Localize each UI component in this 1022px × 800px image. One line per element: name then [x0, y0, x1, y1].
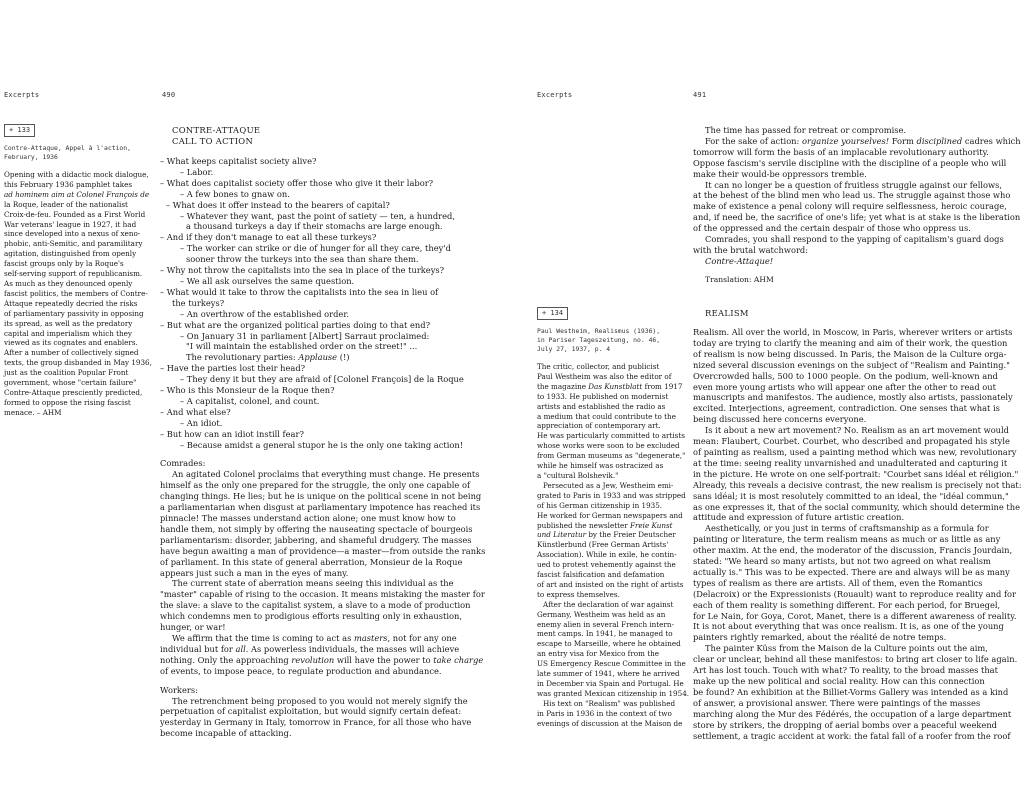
sidebar-line: enemy alien in several French intern-: [537, 619, 674, 629]
comrades-line: [160, 633, 485, 644]
sidebar-line: He was particularly committed to artists: [537, 431, 685, 441]
comrades-line: take charge: [433, 654, 484, 665]
running-head: Excerpts: [4, 91, 40, 99]
sidebar-line: in Paris in 1936 in the context of two: [537, 708, 672, 718]
body-line: painting or literature, the term realism means as much or as little as any: [693, 534, 1001, 545]
comrades-line: will have the power to: [334, 654, 434, 665]
comrades-line: appears just such a man in the eyes of many.: [160, 567, 349, 578]
body-line: marching along the Mur des Fédérés, the occupation of a large department: [693, 708, 1012, 719]
source-citation: [537, 327, 660, 354]
title-line: CALL TO ACTION: [172, 135, 254, 146]
dialogue-line: – A capitalist, colonel, and count.: [180, 395, 320, 406]
sidebar-line: menace. – AHM: [4, 407, 62, 417]
sidebar-line: His text on "Realism" was published: [543, 698, 676, 708]
source-line: July 27, 1937, p. 4: [537, 345, 611, 353]
sidebar-line: government, whose "certain failure": [4, 378, 137, 388]
running-head: Excerpts: [537, 91, 573, 99]
comrades-line: pinnacle! The masses understand action alone; one must know how to: [160, 513, 456, 523]
comrades-line: We affirm that the time is coming to act as: [172, 632, 354, 643]
comrades-line: the slave: a slave to the capitalist system, a slave to a mode of production: [160, 600, 471, 611]
sidebar-line: After the declaration of war against: [543, 599, 674, 609]
sidebar-commentary: [4, 170, 152, 418]
continuation-line: make of existence a penal colony will require selflessness, heroic courage,: [693, 201, 1007, 212]
document-title: REALISM: [705, 308, 749, 318]
dialogue-line: – They deny it but they are afraid of [Colonel François] de la Roque: [180, 374, 464, 385]
sidebar-line: As much as they denounced openly: [4, 278, 133, 288]
body-line: Overcrowded halls, 500 to 1000 people. On the podium, well-known and: [693, 370, 998, 381]
comrades-line: hunger, or war!: [160, 622, 226, 633]
body-line: attitude and expression of future artistic creation.: [693, 512, 905, 523]
sidebar-line: Das Kunstblatt: [588, 381, 643, 391]
body-line: be found? An exhibition at the Billiet-Vorms Gallery was intended as a kind: [693, 686, 1009, 697]
source-line: Contre-Attaque, Appel à l'action,: [4, 144, 131, 152]
sidebar-line: [537, 382, 689, 392]
body-line: in the picture. He wrote on one self-portrait: "Courbet sans idéal et réligion.": [693, 468, 1019, 479]
continuation-line: organize yourselves!: [801, 135, 890, 146]
dialogue-line: – We all ask ourselves the same question.: [180, 275, 355, 286]
sidebar-line: of parliamentary passivity in opposing: [4, 308, 144, 318]
dialogue-line: – Because amidst a general stupor he is the only one taking action!: [180, 439, 464, 450]
dialogue-line: [160, 352, 485, 363]
workers-line: The retrenchment being proposed to you would not merely signify the: [172, 695, 468, 706]
dialogue-line: – What would it take to throw the capitalists into the sea in lieu of: [160, 286, 439, 297]
comrades-line: The current state of aberration means seeing this individual as the: [172, 578, 454, 589]
continuation-line: Oppose fascism's servile discipline with the discipline of a people who will: [693, 157, 1007, 168]
sidebar-line: The critic, collector, and publicist: [537, 362, 660, 371]
dialogue-line: – What does capitalist society offer those who give it their labor?: [160, 177, 434, 188]
dialogue-line: Applause: [298, 352, 338, 363]
sidebar-line: texts, the group disbanded in May 1936,: [4, 358, 152, 368]
body-line: being discussed here concerns everyone.: [693, 414, 867, 425]
body-line: other maxim. At the end, the moderator of the discussion, Francis Jourdain,: [693, 545, 1013, 556]
sidebar-line: in December via Spain and Portugal. He: [537, 679, 684, 688]
sidebar-line: Association). While in exile, he contin-: [537, 550, 677, 560]
sidebar-line: US Emergency Rescue Committee in the: [537, 659, 686, 669]
dialogue-line: – Who is this Monsieur de la Roque then?: [160, 385, 335, 396]
dialogue-line: – Labor.: [180, 166, 214, 177]
continuation-block: [693, 125, 1021, 286]
dialogue-block: [160, 156, 485, 739]
sidebar-line: ad hominem aim at Colonel François de: [4, 189, 150, 199]
dialogue-line: – What does it offer instead to the bearers of capital?: [166, 199, 390, 210]
body-line: of realism is now being discussed. In Paris, the Maison de la Culture orga-: [693, 348, 1007, 359]
comrades-line: a parliamentarian when disgust at parliamentary impotence has reached its: [160, 502, 481, 513]
dialogue-line: "I will maintain the established order on the street!" ...: [186, 341, 418, 352]
section-heading: Comrades:: [160, 458, 206, 469]
body-line: store by strikers, the dropping of aerial bombs over a peaceful weekend: [693, 719, 997, 730]
dialogue-line: – A few bones to gnaw on.: [180, 188, 290, 199]
dialogue-line: – On January 31 in parliament [Albert] Sarraut proclaimed:: [180, 330, 430, 341]
comrades-line: parliamentarism: disorder, jabbering, and shameful drudgery. The masses: [160, 534, 472, 545]
body-line: excited. Interjections, agreement, contradiction. One senses that what is: [693, 403, 1000, 414]
body-line: each of them reality is something different. For each period, for Bruegel,: [693, 599, 1001, 610]
sidebar-line: to 1933. He published on modernist: [537, 391, 669, 401]
sidebar-line: evenings of discussion at the Maison de: [537, 718, 683, 728]
sidebar-line: by the Freier Deutscher: [586, 530, 676, 540]
body-line: Already, this reveals a decisive contrast, the new realism is precisely not that:: [693, 479, 1022, 490]
sidebar-line: grated to Paris in 1933 and was stripped: [537, 490, 686, 500]
page-number: 490: [162, 91, 176, 99]
source-citation: [4, 144, 131, 162]
left-page: [0, 0, 500, 800]
workers-line: yesterday in Germany in Italy, tomorrow in France, for all those who have: [160, 717, 472, 728]
body-line: as one expresses it, that of the social community, which should determine the: [693, 501, 1021, 512]
sidebar-line: late summer of 1941, where he arrived: [537, 669, 680, 679]
body-line: types of realism as there are artists. All of them, even the Romantics: [693, 577, 983, 588]
comrades-line: himself as the only one prepared for the struggle, the only one capable of: [160, 480, 471, 491]
sidebar-line: Contre-Attaque presciently predicted,: [4, 387, 143, 397]
body-line: clear or unclear, behind all these manifestos: to bring art closer to life again.: [693, 654, 1018, 665]
sidebar-line: to express themselves.: [537, 589, 620, 599]
body-line: Realism. All over the world, in Moscow, in Paris, wherever writers or artists: [693, 327, 1013, 337]
sidebar-line: a "cultural Bolshevik.": [537, 470, 619, 480]
sidebar-line: just as the coalition Popular Front: [4, 368, 129, 378]
comrades-line: individual but for: [160, 643, 236, 654]
body-line: Art has lost touch. Touch with what? To reality, to the broad masses that: [693, 665, 998, 676]
body-line: painters rightly remarked, about the réalité de notre temps.: [693, 632, 947, 643]
sidebar-line: [4, 190, 152, 200]
continuation-line: disciplined: [916, 135, 963, 146]
body-line: sans idéal; it is most resolutely committed to an ideal, the "idéal commun,": [693, 490, 1009, 501]
continuation-line: and, if need be, the sacrifice of one's life; yet what is at stake is the liberation: [693, 212, 1021, 223]
continuation-line: [693, 256, 1021, 267]
dialogue-line: – Why not throw the capitalists into the sea in place of the turkeys?: [160, 265, 445, 276]
sidebar-line: of art and insisted on the right of artists: [537, 579, 684, 589]
workers-line: become incapable of attacking.: [160, 728, 292, 739]
sidebar-line: [537, 521, 689, 531]
sidebar-line: Germany, Westheim was held as an: [537, 609, 666, 619]
dialogue-line: – And what else?: [160, 406, 231, 417]
comrades-line: . As powerless individuals, the masses will achieve: [245, 643, 460, 654]
dialogue-line: – What keeps capitalist society alive?: [160, 156, 317, 166]
comrades-line: , not for any one: [387, 632, 457, 643]
continuation-line: The time has passed for retreat or compromise.: [705, 125, 907, 135]
dialogue-line: – An idiot.: [180, 417, 223, 428]
dialogue-line: – An overthrow of the established order.: [180, 308, 350, 319]
sidebar-line: ued to protest vehemently against the: [537, 560, 676, 570]
body-line: mean: Flaubert, Courbet. Courbet, who described and propagated his style: [693, 436, 1010, 447]
document-title: [172, 125, 260, 146]
sidebar-line: formed to oppose the rising fascist: [4, 397, 131, 407]
sidebar-line: Freie Kunst: [629, 520, 673, 530]
continuation-line: Contre-Attaque!: [705, 255, 774, 266]
body-line: settlement, a tragic accident at work: the fatal fall of a roofer from the roof: [693, 730, 1011, 741]
section-heading: Workers:: [160, 684, 198, 695]
sidebar-line: Künstlerbund (Free German Artists': [537, 540, 669, 550]
continuation-line: Form: [889, 135, 917, 146]
source-line: February, 1936: [4, 153, 58, 161]
translation-credit: Translation: AHM: [705, 274, 774, 284]
dialogue-line: – But what are the organized political parties doing to that end?: [160, 319, 431, 330]
sidebar-line: viewed as its cognates and enablers.: [4, 338, 138, 348]
dialogue-line: – Have the parties lost their head?: [160, 363, 306, 374]
comrades-line: masters: [353, 632, 388, 643]
sidebar-line: War veterans' league in 1927, it had: [4, 219, 137, 229]
sidebar-line: was granted Mexican citizenship in 1954.: [537, 688, 690, 698]
workers-line: perpetuation of capitalist exploitation, but would signify certain defeat:: [160, 706, 462, 717]
continuation-line: It can no longer be a question of fruitless struggle against our fellows,: [705, 179, 1003, 190]
sidebar-line: phobic, anti-Semitic, and paramilitary: [4, 239, 143, 249]
body-line: It is not about everything that was once realism. It is, as one of the young: [693, 621, 1004, 632]
comrades-line: all: [235, 643, 246, 654]
dialogue-line: – The worker can strike or die of hunger for all they care, they'd: [180, 243, 451, 254]
continuation-line: cadres which: [962, 135, 1021, 146]
sidebar-line: Persecuted as a Jew, Westheim emi-: [543, 480, 674, 490]
continuation-line: [693, 136, 1021, 147]
sidebar-line: ment camps. In 1941, he managed to: [537, 629, 673, 639]
sidebar-line: self-serving support of republicanism.: [4, 269, 143, 279]
sidebar-commentary: [537, 362, 689, 729]
sidebar-line: fascist politics, the members of Contre-: [4, 288, 148, 298]
sidebar-line: He worked for German newspapers and: [537, 510, 683, 520]
comrades-line: [160, 655, 485, 666]
body-line: (Delacroix) or the Expressionists (Rouault) want to reproduce reality and for: [693, 588, 1016, 599]
body-line: make up the new political and social reality. How can this connection: [693, 676, 985, 686]
body-line: The painter Küss from the Maison de la Culture points out the aim,: [705, 643, 988, 654]
sidebar-line: an entry visa for Mexico from the: [537, 649, 659, 659]
body-line: nized several discussion evenings on the subject of "Realism and Painting.": [693, 359, 1011, 370]
comrades-line: [160, 644, 485, 655]
body-line: for Le Nain, for Goya, Corot, Manet, there is a different awareness of reality.: [693, 610, 1017, 621]
sidebar-line: Attaque repeatedly decried the risks: [4, 298, 138, 308]
sidebar-line: published the newsletter: [537, 520, 630, 530]
comrades-line: handle them, not simply by offering the nauseating spectacle of bourgeois: [160, 523, 473, 534]
dialogue-line: sooner throw the turkeys into the sea than share them.: [186, 254, 419, 265]
source-line: in Pariser Tageszeitung, no. 46,: [537, 336, 661, 344]
sidebar-line: agitation, distinguished from openly: [4, 249, 137, 259]
sidebar-line: Croix-de-feu. Founded as a First World: [4, 209, 146, 219]
sidebar-line: appreciation of contemporary art.: [537, 421, 661, 431]
comrades-line: changing things. He lies; but he is unique on the political scene in not being: [160, 491, 482, 502]
sidebar-line: while he himself was ostracized as: [537, 461, 664, 471]
realism-body: [693, 327, 1022, 741]
sidebar-line: Opening with a didactic mock dialogue,: [4, 170, 149, 179]
sidebar-line: und Literatur: [537, 530, 587, 540]
continuation-line: tomorrow will form the basis of an implacable revolutionary authority.: [693, 146, 989, 157]
comrades-line: An agitated Colonel proclaims that everything must change. He presents: [172, 469, 480, 480]
sidebar-line: [537, 530, 689, 540]
sidebar-line: fascist groups only by la Roque's: [4, 259, 124, 269]
comrades-line: have begun awaiting a man of providence—a master—from outside the ranks: [160, 545, 486, 556]
sidebar-line: whose works were soon to be excluded: [537, 441, 680, 451]
comrades-line: of parliament. In this state of general aberration, Monsieur de la Roque: [160, 556, 463, 567]
sidebar-line: from German museums as "degenerate,": [537, 451, 686, 461]
sidebar-line: the magazine: [537, 381, 589, 391]
dialogue-line: a thousand turkeys a day if their stomachs are large enough.: [186, 221, 443, 232]
comrades-line: "master" capable of rising to the occasion. It means mistaking the master for: [160, 589, 485, 600]
comrades-line: which condemns men to prodigious efforts resulting only in exhaustion,: [160, 611, 463, 622]
title-line: CONTRE-ATTAQUE: [172, 125, 261, 135]
document-number-badge: + 133: [4, 124, 35, 137]
body-line: today are trying to clarify the meaning and aim of their work, the question: [693, 337, 1008, 348]
body-line: stated: "We heard so many artists, but not two agreed on what realism: [693, 556, 991, 567]
sidebar-line: artists and established the radio as: [537, 401, 666, 411]
comrades-line: revolution: [291, 654, 335, 665]
sidebar-line: la Roque, leader of the nationalist: [4, 199, 128, 209]
sidebar-line: from 1917: [642, 381, 683, 391]
sidebar-line: capital and imperialism which they: [4, 328, 132, 338]
body-line: of painting as realism, used a painting method which was new, revolutionary: [693, 446, 1017, 457]
body-line: even more young artists who will appear one after the other to read out: [693, 381, 996, 392]
continuation-line: at the behest of the blind men who lead us. The struggle against those who: [693, 190, 1011, 201]
continuation-line: Comrades, you shall respond to the yapping of capitalism's guard dogs: [705, 234, 1004, 245]
dialogue-line: – But how can an idiot instill fear?: [160, 428, 304, 439]
body-line: of answer, a provisional answer. There were paintings of the masses: [693, 697, 981, 708]
sidebar-line: Paul Westheim was also the editor of: [537, 371, 672, 381]
sidebar-line: escape to Marseille, where he obtained: [537, 639, 681, 649]
body-line: at the time: seeing reality unvarnished and unadulterated and capturing it: [693, 457, 1008, 468]
dialogue-line: the turkeys?: [172, 297, 225, 308]
sidebar-line: After a number of collectively signed: [4, 348, 139, 358]
sidebar-line: its spread, as well as the predatory: [4, 318, 133, 328]
sidebar-line: of his German citizenship in 1935.: [537, 500, 663, 510]
right-page: [500, 0, 1022, 800]
dialogue-line: (!): [337, 352, 350, 363]
source-line: Paul Westheim, Realismus (1936),: [537, 327, 661, 335]
continuation-line: For the sake of action:: [705, 135, 802, 146]
continuation-line: of the oppressed and the certain despair of those who oppress us.: [693, 223, 971, 234]
body-line: actually is." This was to be expected. There are and always will be as many: [693, 566, 1010, 577]
sidebar-line: a medium that could contribute to the: [537, 411, 676, 421]
continuation-line: make their would-be oppressors tremble.: [693, 168, 867, 179]
dialogue-line: – Whatever they want, past the point of satiety — ten, a hundred,: [180, 210, 455, 221]
continuation-line: with the brutal watchword:: [693, 244, 809, 255]
sidebar-line: fascist falsification and defamation: [537, 570, 665, 580]
page-number: 491: [693, 91, 707, 99]
dialogue-line: – And if they don't manage to eat all these turkeys?: [160, 232, 377, 243]
document-number-badge: + 134: [537, 307, 568, 320]
body-line: Is it about a new art movement? No. Realism as an art movement would: [705, 425, 1009, 436]
comrades-line: nothing. Only the approaching: [160, 654, 292, 665]
comrades-line: of events, to impose peace, to regulate production and abundance.: [160, 665, 442, 676]
sidebar-line: since developed into a nexus of xeno-: [4, 229, 141, 239]
sidebar-line: this February 1936 pamphlet takes: [4, 179, 133, 189]
body-line: manuscripts and manifestos. The audience, mostly also artists, passionately: [693, 392, 1013, 403]
body-line: Aesthetically, or you just in terms of craftsmanship as a formula for: [705, 523, 989, 534]
dialogue-line: The revolutionary parties:: [186, 352, 299, 363]
